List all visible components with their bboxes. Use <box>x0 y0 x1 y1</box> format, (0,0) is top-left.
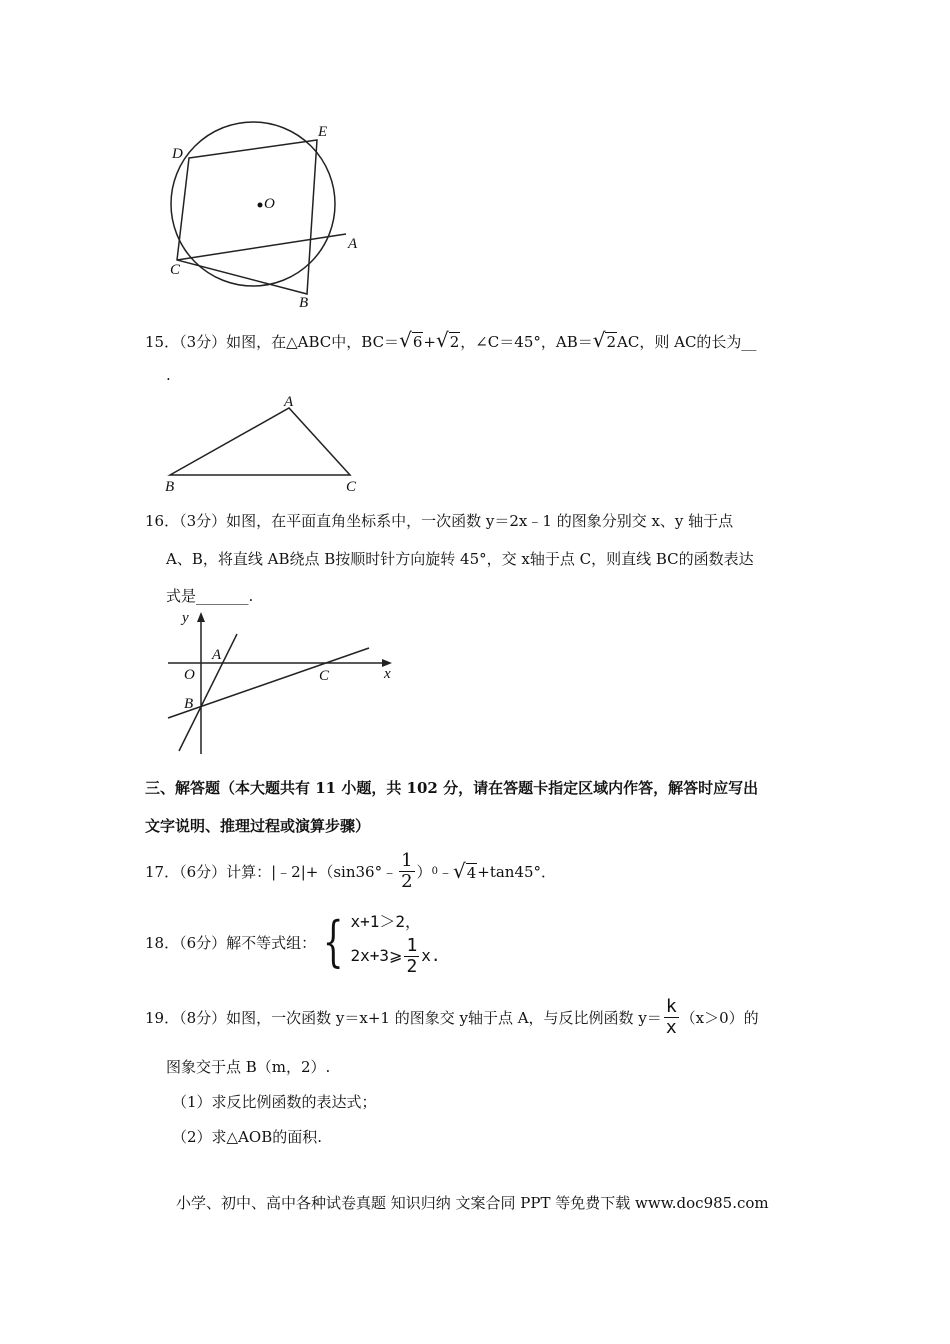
q17-fraction: $\frac{1}{2}$ <box>401 849 413 892</box>
label-c: C <box>170 262 181 278</box>
q17-suffix: +tan45°． <box>477 862 557 881</box>
q16-line1: 16．（3分）如图，在平面直角坐标系中，一次函数 y＝2x﹣1 的图象分别交 x、y 轴于点 <box>145 512 734 530</box>
label-a: A <box>212 647 222 663</box>
sqrt-4: √4 <box>452 859 477 883</box>
triangle-abc <box>170 408 350 475</box>
sqrt-2: √2 <box>435 328 460 352</box>
axes-figure <box>160 606 400 758</box>
inequality-2: 2x+3⩾ $\frac{1}{2}$ x. <box>350 934 441 977</box>
q19-sub1: （1）求反比例函数的表达式； <box>172 1093 377 1111</box>
quadrilateral-dcbe <box>177 140 317 294</box>
label-c: C <box>346 479 357 494</box>
q16-line3: 式是_______. <box>166 587 254 605</box>
y-arrow <box>197 612 205 622</box>
inequality-system <box>351 908 441 976</box>
label-o: O <box>184 667 195 683</box>
q17-prefix: 17．（6分）计算：|﹣2|+（sin36°﹣ <box>145 862 398 881</box>
q19-suffix: （x＞0）的 <box>680 1008 759 1027</box>
label-b: B <box>184 696 194 712</box>
segment-ca <box>177 234 346 260</box>
label-o: O <box>264 196 275 212</box>
inequality-1: x+1＞2， <box>350 912 422 932</box>
center-point <box>258 203 263 208</box>
q15-suffix: AC，则 AC的长为__ <box>617 333 757 351</box>
label-d: D <box>172 146 183 162</box>
label-y: y <box>182 610 189 626</box>
q19-prefix: 19．（8分）如图，一次函数 y＝x+1 的图象交 y轴于点 A，与反比例函数 y＝ <box>145 1008 662 1027</box>
line-bc <box>168 648 369 718</box>
label-b: B <box>299 295 309 311</box>
section3-line2: 文字说明、推理过程或演算步骤） <box>145 817 371 835</box>
q19-line1 <box>145 994 759 1040</box>
brace: { <box>323 910 344 973</box>
q18-line <box>145 902 441 982</box>
label-c: C <box>319 668 330 684</box>
q17-exponent: 0 <box>431 865 438 877</box>
q19-sub2: （2）求△AOB的面积. <box>172 1128 323 1146</box>
q17-line: 17．（6分）计算：|﹣2|+（sin36°﹣ $\frac{1}{2}$ ） 0 ﹣ √4 +tan45°． <box>145 849 557 892</box>
q15-mid: ，∠C＝45°，AB＝ <box>460 333 593 351</box>
line-ab <box>179 634 237 751</box>
sqrt-6: √6 <box>399 328 423 352</box>
q15-cont: . <box>166 366 171 384</box>
label-x: x <box>384 666 391 682</box>
q18-fraction: $\frac{1}{2}$ <box>406 934 418 977</box>
label-a: A <box>348 236 358 252</box>
q18-prefix: 18．（6分）解不等式组： <box>145 933 317 952</box>
label-a: A <box>284 394 294 410</box>
q15-prefix: 15．（3分）如图，在△ABC中，BC＝ <box>145 333 400 351</box>
sqrt-2b: √2 <box>592 328 617 352</box>
q16-line2: A、B，将直线 AB绕点 B按顺时针方向旋转 45°，交 x轴于点 C，则直线 BC的函数表达 <box>166 550 754 568</box>
q19-fraction: $\frac{k}{x}$ <box>665 995 677 1038</box>
section3-line1: 三、解答题（本大题共有 11 小题，共 102 分，请在答题卡指定区域内作答，解答时应写出 <box>145 779 759 797</box>
label-b: B <box>165 479 175 494</box>
circle-o <box>171 122 335 286</box>
triangle-figure <box>160 392 370 494</box>
circle-figure <box>160 112 370 312</box>
q15-line: 15．（3分）如图，在△ABC中，BC＝√6+√2，∠C＝45°，AB＝√2AC，则 AC的长为__ <box>145 328 757 352</box>
footer: 小学、初中、高中各种试卷真题 知识归纳 文案合同 PPT 等免费下载 www.doc985.com <box>176 1194 769 1212</box>
q19-line2: 图象交于点 B（m，2）. <box>166 1058 331 1076</box>
label-e: E <box>318 124 328 140</box>
